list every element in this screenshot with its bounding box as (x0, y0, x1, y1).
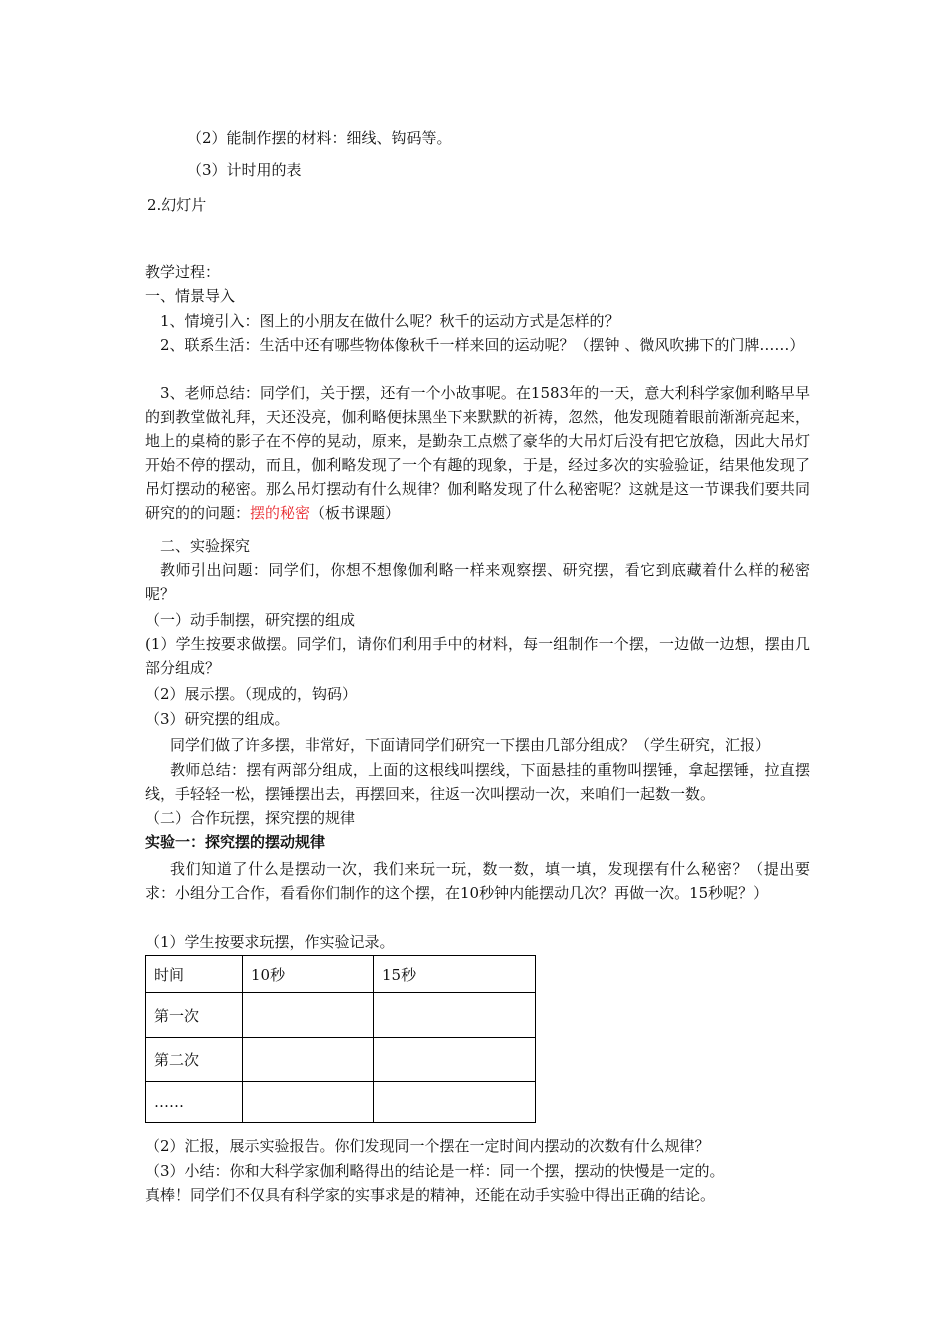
experiment-1-step-2: （2）汇报，展示实验报告。你们发现同一个摆在一定时间内摆动的次数有什么规律？ (145, 1137, 710, 1155)
table-header-cell: 时间 (146, 956, 243, 993)
materials-slides: 2.幻灯片 (147, 196, 207, 214)
table-cell: 第二次 (146, 1038, 243, 1082)
table-cell: …… (146, 1082, 243, 1123)
table-header-row (146, 956, 536, 993)
step-2-show-pendulum: （2）展示摆。（现成的，钩码） (145, 685, 358, 703)
section-1-heading: 一、情景导入 (145, 287, 236, 305)
teacher-summary: 教师总结：摆有两部分组成，上面的这根线叫摆线，下面悬挂的重物叫摆锤，拿起摆锤，拉直摆线，手轻轻一松，摆锤摆出去，再摆回来，往返一次叫摆动一次，来咱们一起数一数。 (145, 761, 810, 803)
table-header-cell: 15秒 (374, 956, 536, 993)
table-cell (374, 1082, 536, 1123)
inquiry-paragraph: 教师引出问题：同学们，你想不想像伽利略一样来观察摆、研究摆，看它到底藏着什么样的秘密呢？ (145, 561, 810, 603)
experiment-1-step-3: （3）小结：你和大科学家伽利略得出的结论是一样：同一个摆，摆动的快慢是一定的。 (145, 1162, 725, 1180)
experiment-1-step-1: （1）学生按要求玩摆，作实验记录。 (145, 933, 395, 951)
experiment-1-paragraph: 我们知道了什么是摆动一次，我们来玩一玩，数一数，填一填，发现摆有什么秘密？（提出要求：小组分工合作，看看你们制作的这个摆，在10秒钟内能摆动几次？再做一次。15秒呢？） (145, 860, 810, 902)
section-2-heading: 二、实验探究 (160, 537, 251, 555)
step-1-make-pendulum: (1）学生按要求做摆。同学们，请你们利用手中的材料，每一组制作一个摆，一边做一边想，摆由几部分组成？ (145, 635, 810, 677)
table-row (146, 993, 536, 1038)
table-row (146, 1038, 536, 1082)
intro-paragraph-2: 2、联系生活：生活中还有哪些物体像秋千一样来回的运动呢？（摆钟 、微风吹拂下的门牌……） (160, 336, 805, 354)
materials-item-2: （2）能制作摆的材料：细线、钩码等。 (187, 129, 452, 147)
materials-item-3: （3）计时用的表 (187, 161, 302, 179)
table-cell (374, 993, 536, 1038)
table-cell (243, 993, 374, 1038)
intro-paragraph-1: 1、情境引入：图上的小朋友在做什么呢？秋千的运动方式是怎样的？ (160, 312, 620, 330)
experiment-record-table (145, 955, 536, 1123)
step-3-study-parts: （3）研究摆的组成。 (145, 710, 290, 728)
table-cell (243, 1038, 374, 1082)
table-header-cell: 10秒 (243, 956, 374, 993)
board-note: （板书课题） (310, 504, 401, 522)
intro-paragraph-3 (145, 381, 810, 525)
study-paragraph: 同学们做了许多摆，非常好，下面请同学们研究一下摆由几部分组成？（学生研究，汇报） (170, 736, 771, 754)
table-cell (243, 1082, 374, 1123)
table-row (146, 1082, 536, 1123)
subsection-2-heading: （二）合作玩摆，探究摆的规律 (145, 809, 356, 827)
table-cell: 第一次 (146, 993, 243, 1038)
subsection-1-heading: （一）动手制摆，研究摆的组成 (145, 611, 356, 629)
experiment-1-title: 实验一：探究摆的摆动规律 (145, 833, 326, 851)
lesson-topic: 摆的秘密 (250, 504, 311, 522)
process-heading: 教学过程： (145, 263, 221, 281)
story-text: 3、老师总结：同学们，关于摆，还有一个小故事呢。在1583年的一天，意大利科学家伽利略早早的到教堂做礼拜，天还没亮，伽利略便抹黑坐下来默默的祈祷，忽然，他发现随着眼前渐渐亮起来，地上的桌椅的影子在不停的晃动，原来，是勤杂工点燃了豪华的大吊灯后没有把它放稳，因此大吊灯开始不停的摆动，而且，伽利略发现了一个有趣的现象，于是，经过多次的实验验证，结果他发现了吊灯摆动的秘密。那么吊灯摆动有什么规律？伽利略发现了什么秘密呢？这就是这一节课我们要共同研究的的问题： (145, 384, 810, 522)
experiment-1-closing: 真棒！同学们不仅具有科学家的实事求是的精神，还能在动手实验中得出正确的结论。 (145, 1186, 716, 1204)
table-cell (374, 1038, 536, 1082)
